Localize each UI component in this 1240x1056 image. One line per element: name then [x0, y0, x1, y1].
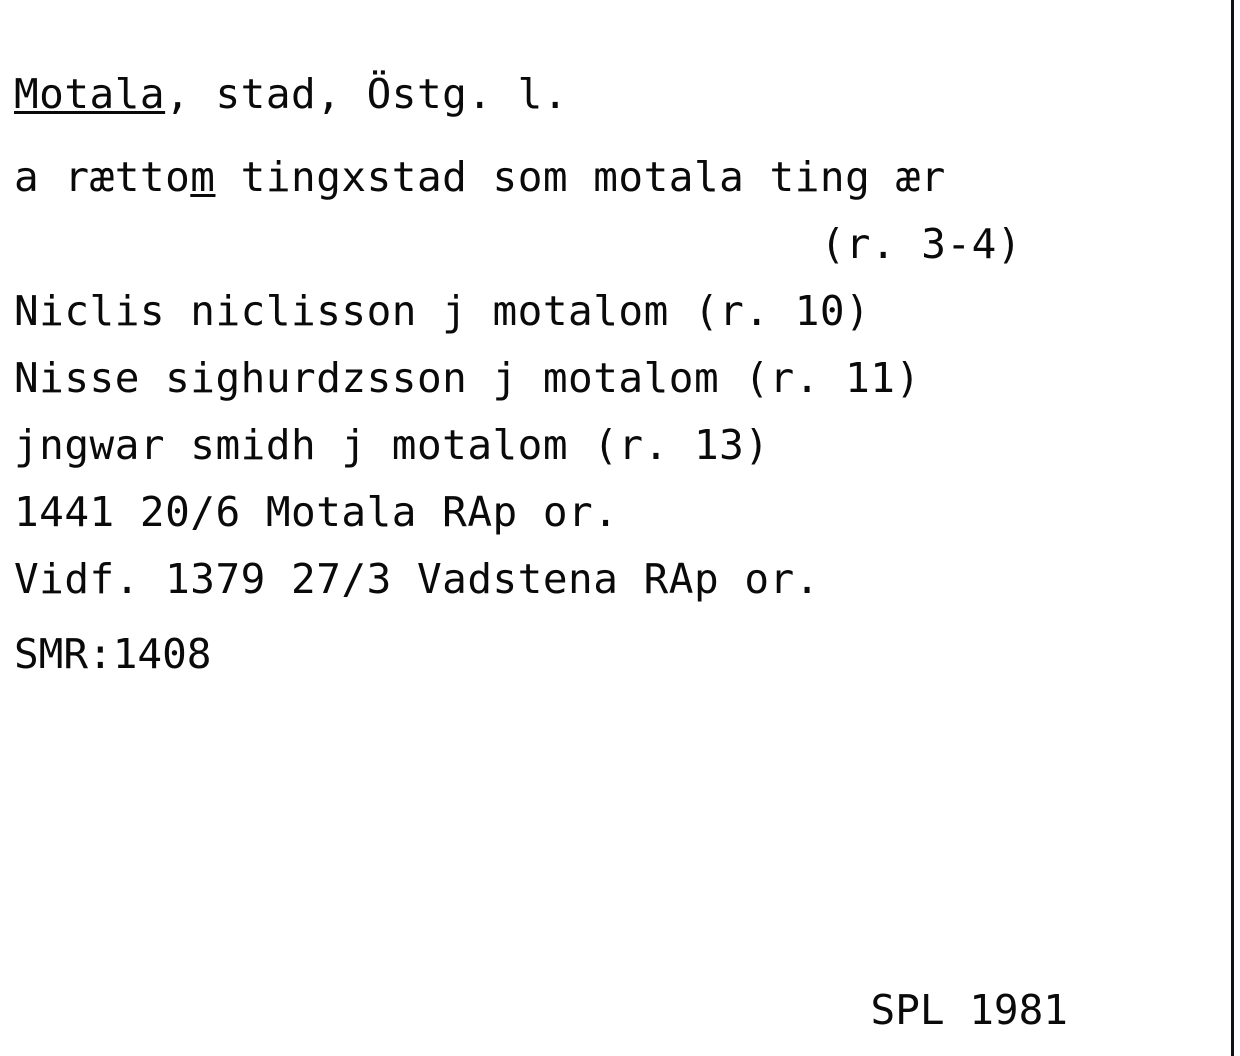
entry-body	[14, 153, 1204, 603]
headword-underlined: Motala	[14, 70, 166, 118]
source-line-2: Vidf. 1379 27/3 Vadstena RAp or.	[14, 555, 820, 603]
signature: SPL 1981	[870, 986, 1068, 1034]
quote-1-prefix: a rætto	[14, 153, 191, 201]
quotation-line-2: Niclis niclisson j motalom (r. 10)	[14, 287, 871, 335]
quote-1-suffix: tingxstad som motala ting ær	[215, 153, 946, 201]
quotation-line-4: jngwar smidh j motalom (r. 13)	[14, 421, 770, 469]
quote-1-underlined: m	[190, 153, 216, 201]
quotation-line-1-reference: (r. 3-4)	[820, 220, 1022, 268]
headword-rest: , stad, Östg. l.	[165, 70, 569, 118]
catalog-reference: SMR:1408	[14, 630, 212, 678]
card-edge-rule	[1231, 0, 1234, 1056]
quotation-line-1	[14, 153, 1204, 201]
card-content	[14, 70, 1204, 1034]
quotation-line-3: Nisse sighurdzsson j motalom (r. 11)	[14, 354, 921, 402]
page-title	[14, 70, 1204, 118]
source-line-1: 1441 20/6 Motala RAp or.	[14, 488, 619, 536]
